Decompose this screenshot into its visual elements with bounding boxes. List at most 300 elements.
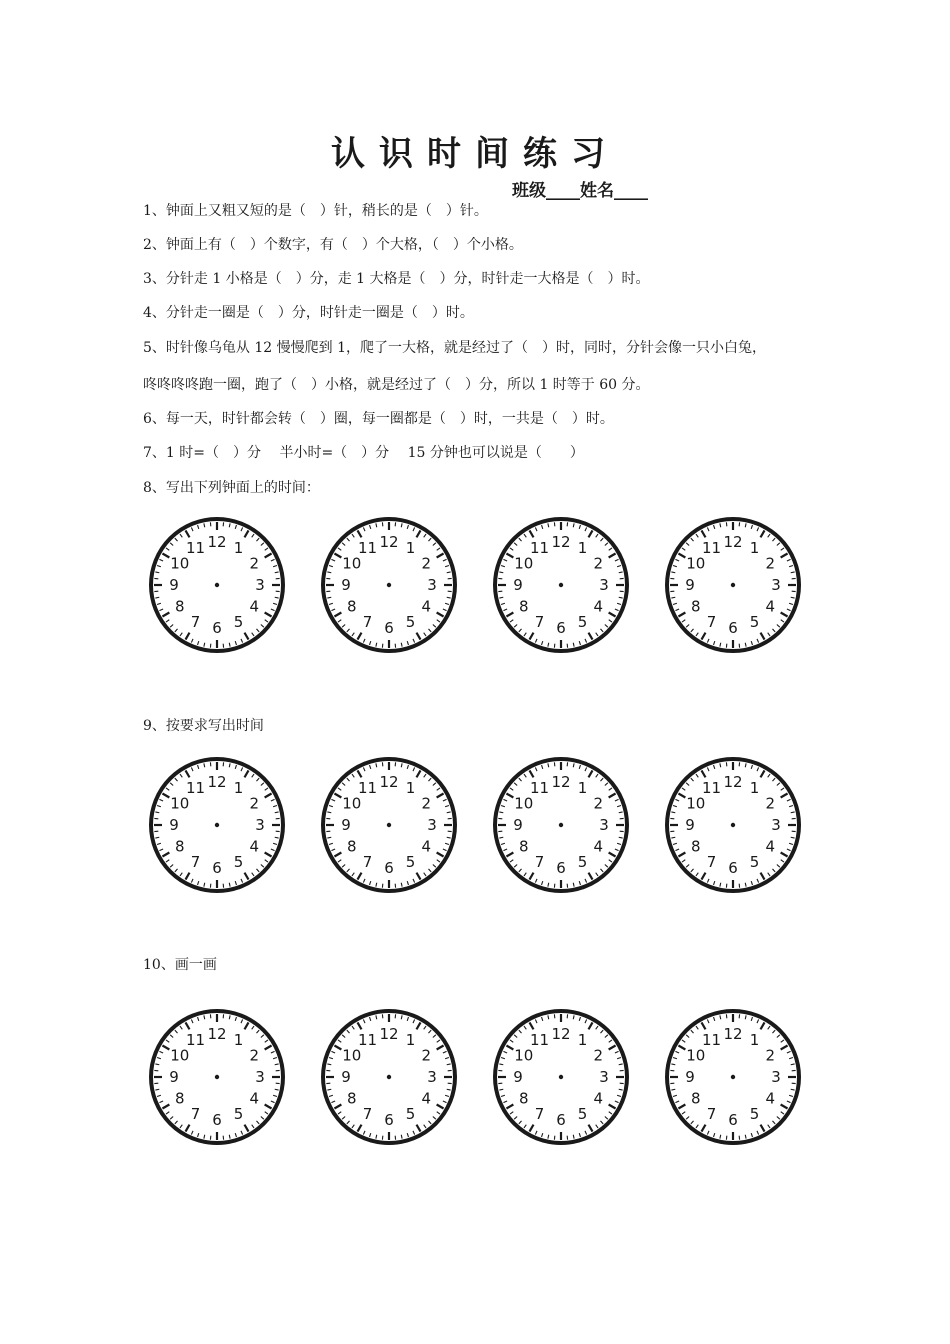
clock-hour-tick xyxy=(702,1125,706,1132)
clock-numeral: 12 xyxy=(379,1025,399,1043)
clock-numeral: 11 xyxy=(185,1030,206,1049)
clock-hour-tick xyxy=(678,613,685,617)
clock-numeral: 7 xyxy=(534,853,545,872)
clock-numeral: 2 xyxy=(249,794,260,813)
clock-hour-tick xyxy=(506,613,513,617)
clock-minute-tick xyxy=(605,1116,608,1119)
clock-minute-tick xyxy=(787,1101,791,1103)
clock-hour-tick xyxy=(781,613,788,617)
clock-numeral: 6 xyxy=(728,1111,738,1129)
clock-minute-tick xyxy=(745,1015,746,1019)
clock-minute-tick xyxy=(204,883,205,887)
clock-minute-tick xyxy=(235,765,236,769)
clock-numeral: 7 xyxy=(706,853,717,872)
clock-minute-tick xyxy=(401,643,402,647)
clock-minute-tick xyxy=(596,633,598,636)
clock-hour-tick xyxy=(417,770,421,777)
clock-numeral: 1 xyxy=(233,1030,244,1049)
clock-hour-tick xyxy=(417,530,421,537)
clock-numeral: 10 xyxy=(170,1046,190,1065)
clock-minute-tick xyxy=(329,603,333,604)
clock-numeral: 3 xyxy=(771,816,781,834)
clock-minute-tick xyxy=(777,543,780,546)
clock-minute-tick xyxy=(519,778,522,781)
clock-minute-tick xyxy=(413,527,415,531)
clock-numeral: 8 xyxy=(174,837,185,856)
clock-numeral: 11 xyxy=(185,538,206,557)
clock-minute-tick xyxy=(524,774,526,777)
clock-minute-tick xyxy=(579,1017,580,1021)
clock-numeral: 3 xyxy=(255,1068,265,1086)
clock-minute-tick xyxy=(519,629,522,632)
clock-numeral: 10 xyxy=(342,1046,362,1065)
clock-minute-tick xyxy=(204,1135,205,1139)
clock-minute-tick xyxy=(157,843,161,844)
clock-minute-tick xyxy=(271,559,275,561)
clock-minute-tick xyxy=(443,799,447,801)
clock-minute-tick xyxy=(686,543,689,546)
clock-hour-tick xyxy=(437,853,444,857)
clock-hour-tick xyxy=(589,770,593,777)
clock-face-icon xyxy=(490,514,632,656)
clock-minute-tick xyxy=(447,1064,451,1065)
clock-hour-tick xyxy=(589,530,593,537)
clock-minute-tick xyxy=(175,778,178,781)
clock-numeral: 7 xyxy=(190,613,201,632)
clock-hour-tick xyxy=(609,554,616,558)
clock-numeral: 10 xyxy=(514,1046,534,1065)
clock-numeral: 7 xyxy=(534,613,545,632)
clock-minute-tick xyxy=(772,1030,775,1033)
clock-minute-tick xyxy=(510,1112,513,1114)
clock-minute-tick xyxy=(772,629,775,632)
clock-face-icon xyxy=(662,1006,804,1148)
clock-minute-tick xyxy=(265,548,268,550)
clock-minute-tick xyxy=(273,806,277,807)
clock-minute-tick xyxy=(235,1017,236,1021)
clock-numeral: 6 xyxy=(384,859,394,877)
clock-minute-tick xyxy=(542,525,543,529)
clock-minute-tick xyxy=(579,525,580,529)
clock-numeral: 11 xyxy=(701,778,722,797)
clock-numeral: 2 xyxy=(765,1046,776,1065)
clock-hour-tick xyxy=(162,554,169,558)
page-title: 认识时间练习 xyxy=(331,134,619,174)
clock-numeral: 9 xyxy=(169,576,179,594)
clock-minute-tick xyxy=(241,1019,243,1023)
clock-hour-tick xyxy=(186,1125,190,1132)
clock-hour-tick xyxy=(781,853,788,857)
clock-minute-tick xyxy=(542,641,543,645)
clock-center-dot xyxy=(559,1075,563,1079)
clock-minute-tick xyxy=(433,783,436,786)
clock-minute-tick xyxy=(271,609,275,611)
clock-minute-tick xyxy=(579,765,580,769)
clock-minute-tick xyxy=(600,778,603,781)
clock-hour-tick xyxy=(245,1022,249,1029)
clock-minute-tick xyxy=(155,1089,159,1090)
clock-hour-tick xyxy=(506,554,513,558)
clock-hour-tick xyxy=(265,613,272,617)
clock-minute-tick xyxy=(787,849,791,851)
clock-minute-tick xyxy=(671,1089,675,1090)
clock-minute-tick xyxy=(424,774,426,777)
clock-numeral: 4 xyxy=(421,1089,432,1108)
clock-numeral: 11 xyxy=(529,1030,550,1049)
clock-minute-tick xyxy=(370,765,371,769)
clock-minute-tick xyxy=(519,538,522,541)
clock-minute-tick xyxy=(615,1051,619,1053)
clock-minute-tick xyxy=(714,1133,715,1137)
clock-numeral: 10 xyxy=(170,554,190,573)
clock-numeral: 7 xyxy=(706,1105,717,1124)
clock-minute-tick xyxy=(542,881,543,885)
clock-hour-tick xyxy=(186,873,190,880)
clock-hour-tick xyxy=(781,1046,788,1050)
clock-minute-tick xyxy=(675,1051,679,1053)
clock-minute-tick xyxy=(252,774,254,777)
clock-minute-tick xyxy=(363,1019,365,1023)
clock-minute-tick xyxy=(707,1019,709,1023)
clock-minute-tick xyxy=(609,548,612,550)
clock-minute-tick xyxy=(673,603,677,604)
clock-numeral: 4 xyxy=(765,1089,776,1108)
clock-minute-tick xyxy=(331,609,335,611)
clock-minute-tick xyxy=(573,1015,574,1019)
clock-minute-tick xyxy=(619,1089,623,1090)
clock-minute-tick xyxy=(413,1019,415,1023)
clock-minute-tick xyxy=(579,881,580,885)
clock-minute-tick xyxy=(424,873,426,876)
clock-minute-tick xyxy=(789,806,793,807)
question-8: 8、写出下列钟面上的时间： xyxy=(143,480,320,496)
clock-minute-tick xyxy=(445,566,449,567)
clock-minute-tick xyxy=(519,869,522,872)
clock-minute-tick xyxy=(524,1026,526,1029)
clock-minute-tick xyxy=(370,881,371,885)
clock-hour-tick xyxy=(589,1125,593,1132)
clock-numeral: 12 xyxy=(207,1025,227,1043)
clock-numeral: 10 xyxy=(170,794,190,813)
question-10: 10、画一画 xyxy=(143,957,217,973)
clock-minute-tick xyxy=(376,643,377,647)
clock-minute-tick xyxy=(617,1058,621,1059)
clock-minute-tick xyxy=(499,812,503,813)
clock-minute-tick xyxy=(445,603,449,604)
clock-minute-tick xyxy=(707,879,709,883)
clock-hour-tick xyxy=(530,1022,534,1029)
clock-minute-tick xyxy=(265,1112,268,1114)
clock-hour-tick xyxy=(334,613,341,617)
clock-minute-tick xyxy=(707,527,709,531)
clock-minute-tick xyxy=(428,538,431,541)
clock-minute-tick xyxy=(777,624,780,627)
clock-face-icon xyxy=(318,514,460,656)
clock-numeral: 5 xyxy=(233,853,244,872)
clock-minute-tick xyxy=(573,643,574,647)
clock-minute-tick xyxy=(686,1116,689,1119)
clock-numeral: 2 xyxy=(421,1046,432,1065)
clock-numeral: 6 xyxy=(556,859,566,877)
clock-minute-tick xyxy=(433,543,436,546)
clock-minute-tick xyxy=(329,1058,333,1059)
clock-minute-tick xyxy=(510,1040,513,1042)
clock-numeral: 5 xyxy=(233,1105,244,1124)
clock-hour-tick xyxy=(589,873,593,880)
clock-numeral: 12 xyxy=(379,533,399,551)
clock-minute-tick xyxy=(347,538,350,541)
clock-hour-tick xyxy=(781,1105,788,1109)
clock-minute-tick xyxy=(271,849,275,851)
clock-minute-tick xyxy=(166,620,169,622)
clock-minute-tick xyxy=(510,548,513,550)
clock-minute-tick xyxy=(327,837,331,838)
clock-minute-tick xyxy=(447,1089,451,1090)
clock-minute-tick xyxy=(777,864,780,867)
clock-minute-tick xyxy=(501,566,505,567)
clock-hour-tick xyxy=(530,633,534,640)
clock-numeral: 6 xyxy=(212,1111,222,1129)
clock-numeral: 6 xyxy=(212,619,222,637)
clock-minute-tick xyxy=(615,799,619,801)
clock-minute-tick xyxy=(524,534,526,537)
clock-minute-tick xyxy=(428,869,431,872)
clock-numeral: 8 xyxy=(518,837,529,856)
clock-minute-tick xyxy=(342,624,345,627)
clock-numeral: 1 xyxy=(749,1030,760,1049)
clock-minute-tick xyxy=(791,1064,795,1065)
question-3: 3、分针走 1 小格是（ ）分，走 1 大格是（ ）分，时针走一大格是（ ）时。 xyxy=(143,271,650,287)
clock-minute-tick xyxy=(714,525,715,529)
clock-minute-tick xyxy=(503,1101,507,1103)
clock-numeral: 12 xyxy=(207,773,227,791)
clock-numeral: 11 xyxy=(357,1030,378,1049)
clock-minute-tick xyxy=(768,1026,770,1029)
clock-hour-tick xyxy=(358,1022,362,1029)
clock-numeral: 4 xyxy=(249,837,260,856)
clock-numeral: 2 xyxy=(249,1046,260,1065)
clock-hour-tick xyxy=(761,1022,765,1029)
clock-minute-tick xyxy=(204,523,205,527)
clock-minute-tick xyxy=(673,1058,677,1059)
clock-minute-tick xyxy=(352,1026,354,1029)
clock-minute-tick xyxy=(331,1051,335,1053)
clock-minute-tick xyxy=(338,548,341,550)
clock-numeral: 1 xyxy=(405,1030,416,1049)
clock-minute-tick xyxy=(170,1035,173,1038)
clock-hour-tick xyxy=(186,1022,190,1029)
clock-minute-tick xyxy=(714,641,715,645)
clock-minute-tick xyxy=(407,765,408,769)
clock-minute-tick xyxy=(342,543,345,546)
clock-minute-tick xyxy=(573,523,574,527)
clock-minute-tick xyxy=(671,837,675,838)
clock-face-icon xyxy=(318,754,460,896)
clock-minute-tick xyxy=(524,633,526,636)
clock-minute-tick xyxy=(191,879,193,883)
clock-minute-tick xyxy=(720,643,721,647)
clock-minute-tick xyxy=(619,1064,623,1065)
clock-minute-tick xyxy=(157,603,161,604)
clock-hour-tick xyxy=(265,554,272,558)
clock-minute-tick xyxy=(413,767,415,771)
clock-minute-tick xyxy=(271,799,275,801)
clock-minute-tick xyxy=(198,1133,199,1137)
clock-hour-tick xyxy=(437,794,444,798)
clock-numeral: 8 xyxy=(346,837,357,856)
clock-numeral: 11 xyxy=(701,538,722,557)
clock-hour-tick xyxy=(678,554,685,558)
clock-minute-tick xyxy=(407,1133,408,1137)
clock-minute-tick xyxy=(275,1089,279,1090)
clock-hour-tick xyxy=(506,853,513,857)
clock-minute-tick xyxy=(501,603,505,604)
clock-numeral: 1 xyxy=(233,778,244,797)
clock-minute-tick xyxy=(180,774,182,777)
clock-minute-tick xyxy=(609,1112,612,1114)
clock-minute-tick xyxy=(714,1017,715,1021)
clock-minute-tick xyxy=(229,1135,230,1139)
clock-minute-tick xyxy=(585,1019,587,1023)
clock-minute-tick xyxy=(542,765,543,769)
clock-minute-tick xyxy=(673,806,677,807)
clock-hour-tick xyxy=(245,633,249,640)
clock-minute-tick xyxy=(548,1135,549,1139)
clock-minute-tick xyxy=(720,1015,721,1019)
clock-minute-tick xyxy=(433,624,436,627)
clock-minute-tick xyxy=(180,534,182,537)
clock-minute-tick xyxy=(261,1035,264,1038)
clock-minute-tick xyxy=(781,1040,784,1042)
clock-minute-tick xyxy=(175,869,178,872)
clock-numeral: 9 xyxy=(513,576,523,594)
clock-hour-tick xyxy=(678,1046,685,1050)
clock-minute-tick xyxy=(617,1095,621,1096)
clock-minute-tick xyxy=(542,1017,543,1021)
clock-minute-tick xyxy=(401,523,402,527)
clock-minute-tick xyxy=(155,597,159,598)
clock-hour-tick xyxy=(678,1105,685,1109)
clock-minute-tick xyxy=(514,543,517,546)
clock-hour-tick xyxy=(761,530,765,537)
clock-minute-tick xyxy=(352,1125,354,1128)
clock-minute-tick xyxy=(585,527,587,531)
clock-minute-tick xyxy=(370,641,371,645)
clock-numeral: 3 xyxy=(599,816,609,834)
clock-minute-tick xyxy=(241,1131,243,1135)
clock-minute-tick xyxy=(363,767,365,771)
clock-minute-tick xyxy=(596,1026,598,1029)
clock-minute-tick xyxy=(535,639,537,643)
clock-minute-tick xyxy=(675,799,679,801)
clock-minute-tick xyxy=(510,788,513,790)
clock-minute-tick xyxy=(363,527,365,531)
clock-minute-tick xyxy=(331,1101,335,1103)
clock-minute-tick xyxy=(428,1121,431,1124)
clock-minute-tick xyxy=(271,1101,275,1103)
clock-minute-tick xyxy=(342,1116,345,1119)
clock-minute-tick xyxy=(514,1035,517,1038)
clock-minute-tick xyxy=(691,1121,694,1124)
clock-minute-tick xyxy=(789,603,793,604)
clock-numeral: 12 xyxy=(723,533,743,551)
clock-minute-tick xyxy=(548,1015,549,1019)
clock-hour-tick xyxy=(265,1046,272,1050)
clock-minute-tick xyxy=(170,624,173,627)
clock-minute-tick xyxy=(791,812,795,813)
clock-minute-tick xyxy=(261,543,264,546)
clock-minute-tick xyxy=(252,1125,254,1128)
clock-minute-tick xyxy=(519,1030,522,1033)
clock-minute-tick xyxy=(675,609,679,611)
question-4: 4、分针走一圈是（ ）分，时针走一圈是（ ）时。 xyxy=(143,305,474,321)
clock-minute-tick xyxy=(252,534,254,537)
clock-hour-tick xyxy=(702,770,706,777)
clock-minute-tick xyxy=(170,1116,173,1119)
clock-minute-tick xyxy=(424,1026,426,1029)
clock-minute-tick xyxy=(261,864,264,867)
clock-minute-tick xyxy=(370,525,371,529)
clock-minute-tick xyxy=(619,597,623,598)
clock-minute-tick xyxy=(370,1017,371,1021)
clock-minute-tick xyxy=(696,633,698,636)
clock-numeral: 5 xyxy=(577,613,588,632)
clock-numeral: 4 xyxy=(249,1089,260,1108)
clock-numeral: 1 xyxy=(749,778,760,797)
clock-minute-tick xyxy=(714,881,715,885)
clock-minute-tick xyxy=(787,609,791,611)
clock-minute-tick xyxy=(720,883,721,887)
clock-minute-tick xyxy=(751,765,752,769)
clock-numeral: 3 xyxy=(427,1068,437,1086)
clock-hour-tick xyxy=(186,633,190,640)
clock-minute-tick xyxy=(781,1112,784,1114)
clock-minute-tick xyxy=(501,806,505,807)
clock-minute-tick xyxy=(370,1133,371,1137)
clock-minute-tick xyxy=(329,1095,333,1096)
clock-minute-tick xyxy=(671,1064,675,1065)
clock-minute-tick xyxy=(682,860,685,862)
clock-minute-tick xyxy=(673,1095,677,1096)
clock-minute-tick xyxy=(671,572,675,573)
clock-hour-tick xyxy=(334,1105,341,1109)
clock-numeral: 2 xyxy=(249,554,260,573)
clock-numeral: 5 xyxy=(233,613,244,632)
clock-hour-tick xyxy=(186,770,190,777)
clock-minute-tick xyxy=(745,883,746,887)
clock-minute-tick xyxy=(443,1101,447,1103)
clock-minute-tick xyxy=(617,843,621,844)
clock-numeral: 4 xyxy=(765,837,776,856)
clock-minute-tick xyxy=(691,1030,694,1033)
clock-minute-tick xyxy=(252,1026,254,1029)
clock-minute-tick xyxy=(275,1064,279,1065)
clock-numeral: 12 xyxy=(723,1025,743,1043)
clock-minute-tick xyxy=(157,806,161,807)
clock-minute-tick xyxy=(443,559,447,561)
clock-minute-tick xyxy=(789,843,793,844)
clock-numeral: 7 xyxy=(706,613,717,632)
clock-minute-tick xyxy=(617,603,621,604)
clock-minute-tick xyxy=(745,523,746,527)
clock-minute-tick xyxy=(542,1133,543,1137)
clock-minute-tick xyxy=(707,767,709,771)
clock-numeral: 11 xyxy=(357,538,378,557)
clock-minute-tick xyxy=(175,1121,178,1124)
clock-numeral: 5 xyxy=(749,853,760,872)
clock-face-icon xyxy=(490,1006,632,1148)
clock-minute-tick xyxy=(327,1064,331,1065)
